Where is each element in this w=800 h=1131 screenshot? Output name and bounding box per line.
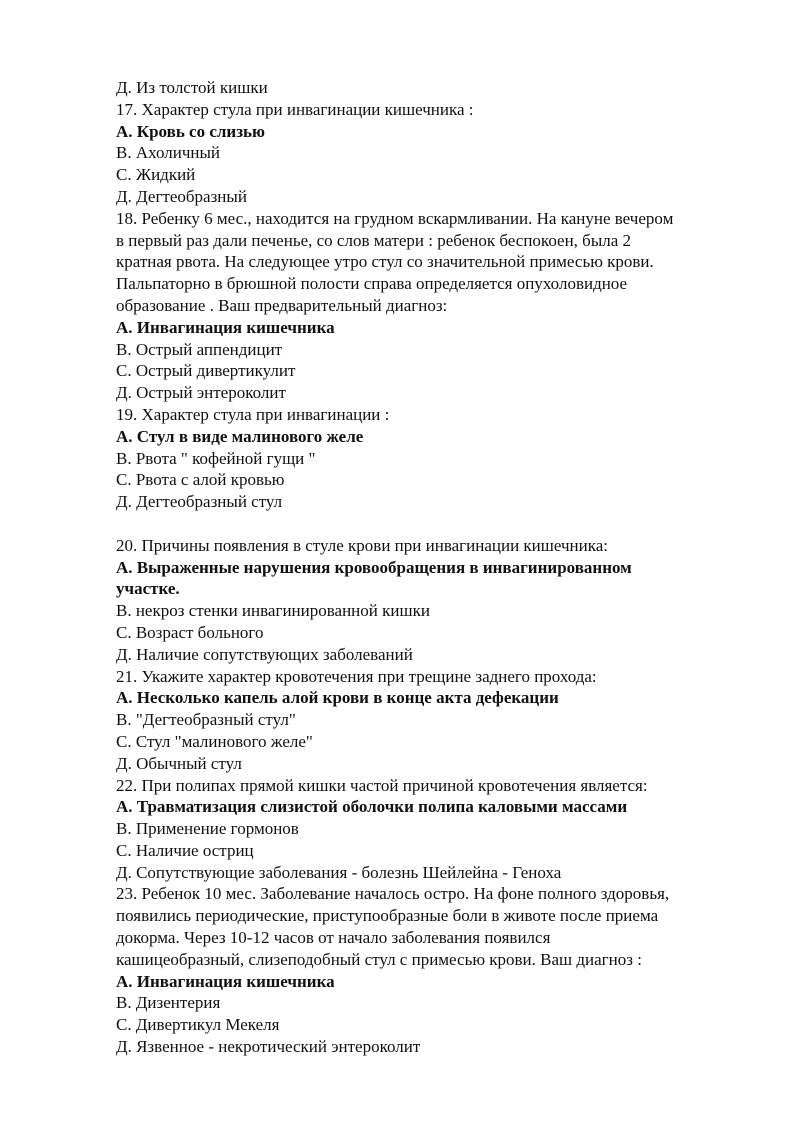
correct-answer: А. Несколько капель алой крови в конце акта дефекации [116,688,559,708]
previous-answer-option: Д. Из толстой кишки [116,78,268,97]
answer-option: В. Применение гормонов [116,819,299,839]
answer-option: Д. Дегтеобразный стул [116,492,283,512]
correct-answer: А. Стул в виде малинового желе [116,426,364,446]
question-text: 22. При полипах прямой кишки частой причиной кровотечения является: [116,775,648,795]
document-page [116,77,756,1058]
answer-option: С. Острый дивертикулит [116,361,296,381]
question-text: 19. Характер стула при инвагинации : [116,404,390,424]
question-block [116,535,756,666]
answer-option: Д. Острый энтероколит [116,383,286,403]
answer-option: С. Дивертикул Мекеля [116,1015,280,1035]
answer-option: Д. Сопутствующие заболевания - болезнь Шейлейна - Геноха [116,862,562,882]
question-block [116,775,756,884]
question-text: кашицеобразный, слизеподобный стул с примесью крови. Ваш диагноз : [116,949,642,969]
question-block [116,99,756,208]
question-block [116,208,756,404]
blank-line [116,513,756,535]
question-text: образование . Ваш предварительный диагноз: [116,295,448,315]
question-list [116,99,756,1058]
correct-answer: А. Выраженные нарушения кровообращения в инвагинированном [116,557,632,577]
answer-option: В. Острый аппендицит [116,339,283,359]
question-text: докорма. Через 10-12 часов от начало заболевания появился [116,928,551,948]
answer-option: Д. Дегтеобразный [116,186,247,206]
question-block [116,883,756,1057]
correct-answer: А. Инвагинация кишечника [116,317,335,337]
answer-option: В. Ахоличный [116,143,220,163]
question-text: 23. Ребенок 10 мес. Заболевание началось остро. На фоне полного здоровья, [116,884,670,904]
answer-option: Д. Наличие сопутствующих заболеваний [116,644,413,664]
question-text: 18. Ребенку 6 мес., находится на грудном вскармливании. На кануне вечером [116,208,674,228]
correct-answer: А. Кровь со слизью [116,121,266,141]
question-text: в первый раз дали печенье, со слов матери : ребенок беспокоен, была 2 [116,230,632,250]
question-text: Пальпаторно в брюшной полости справа определяется опухоловидное [116,274,628,294]
answer-option: В. "Дегтеобразный стул" [116,710,296,730]
correct-answer: А. Травматизация слизистой оболочки полипа каловыми массами [116,797,628,817]
answer-option: Д. Обычный стул [116,753,242,773]
answer-option: С. Стул "малинового желе" [116,731,313,751]
question-block [116,404,756,513]
correct-answer: А. Инвагинация кишечника [116,971,335,991]
question-text: 17. Характер стула при инвагинации кишечника : [116,99,474,119]
answer-option: С. Наличие остриц [116,840,254,860]
answer-option: С. Возраст больного [116,622,264,642]
answer-option: В. некроз стенки инвагинированной кишки [116,601,430,621]
answer-option: В. Рвота " кофейной гущи " [116,448,316,468]
answer-option: В. Дизентерия [116,993,221,1013]
question-block [116,666,756,775]
question-text: 21. Укажите характер кровотечения при трещине заднего прохода: [116,666,597,686]
question-text: появились периодические, приступообразные боли в животе после приема [116,906,659,926]
question-text: кратная рвота. На следующее утро стул со значительной примесью крови. [116,252,654,272]
answer-option: С. Рвота с алой кровью [116,470,285,490]
question-text: 20. Причины появления в стуле крови при инвагинации кишечника: [116,535,609,555]
answer-option: Д. Язвенное - некротический энтероколит [116,1037,421,1057]
answer-option: С. Жидкий [116,165,196,185]
correct-answer: участке. [116,579,180,599]
